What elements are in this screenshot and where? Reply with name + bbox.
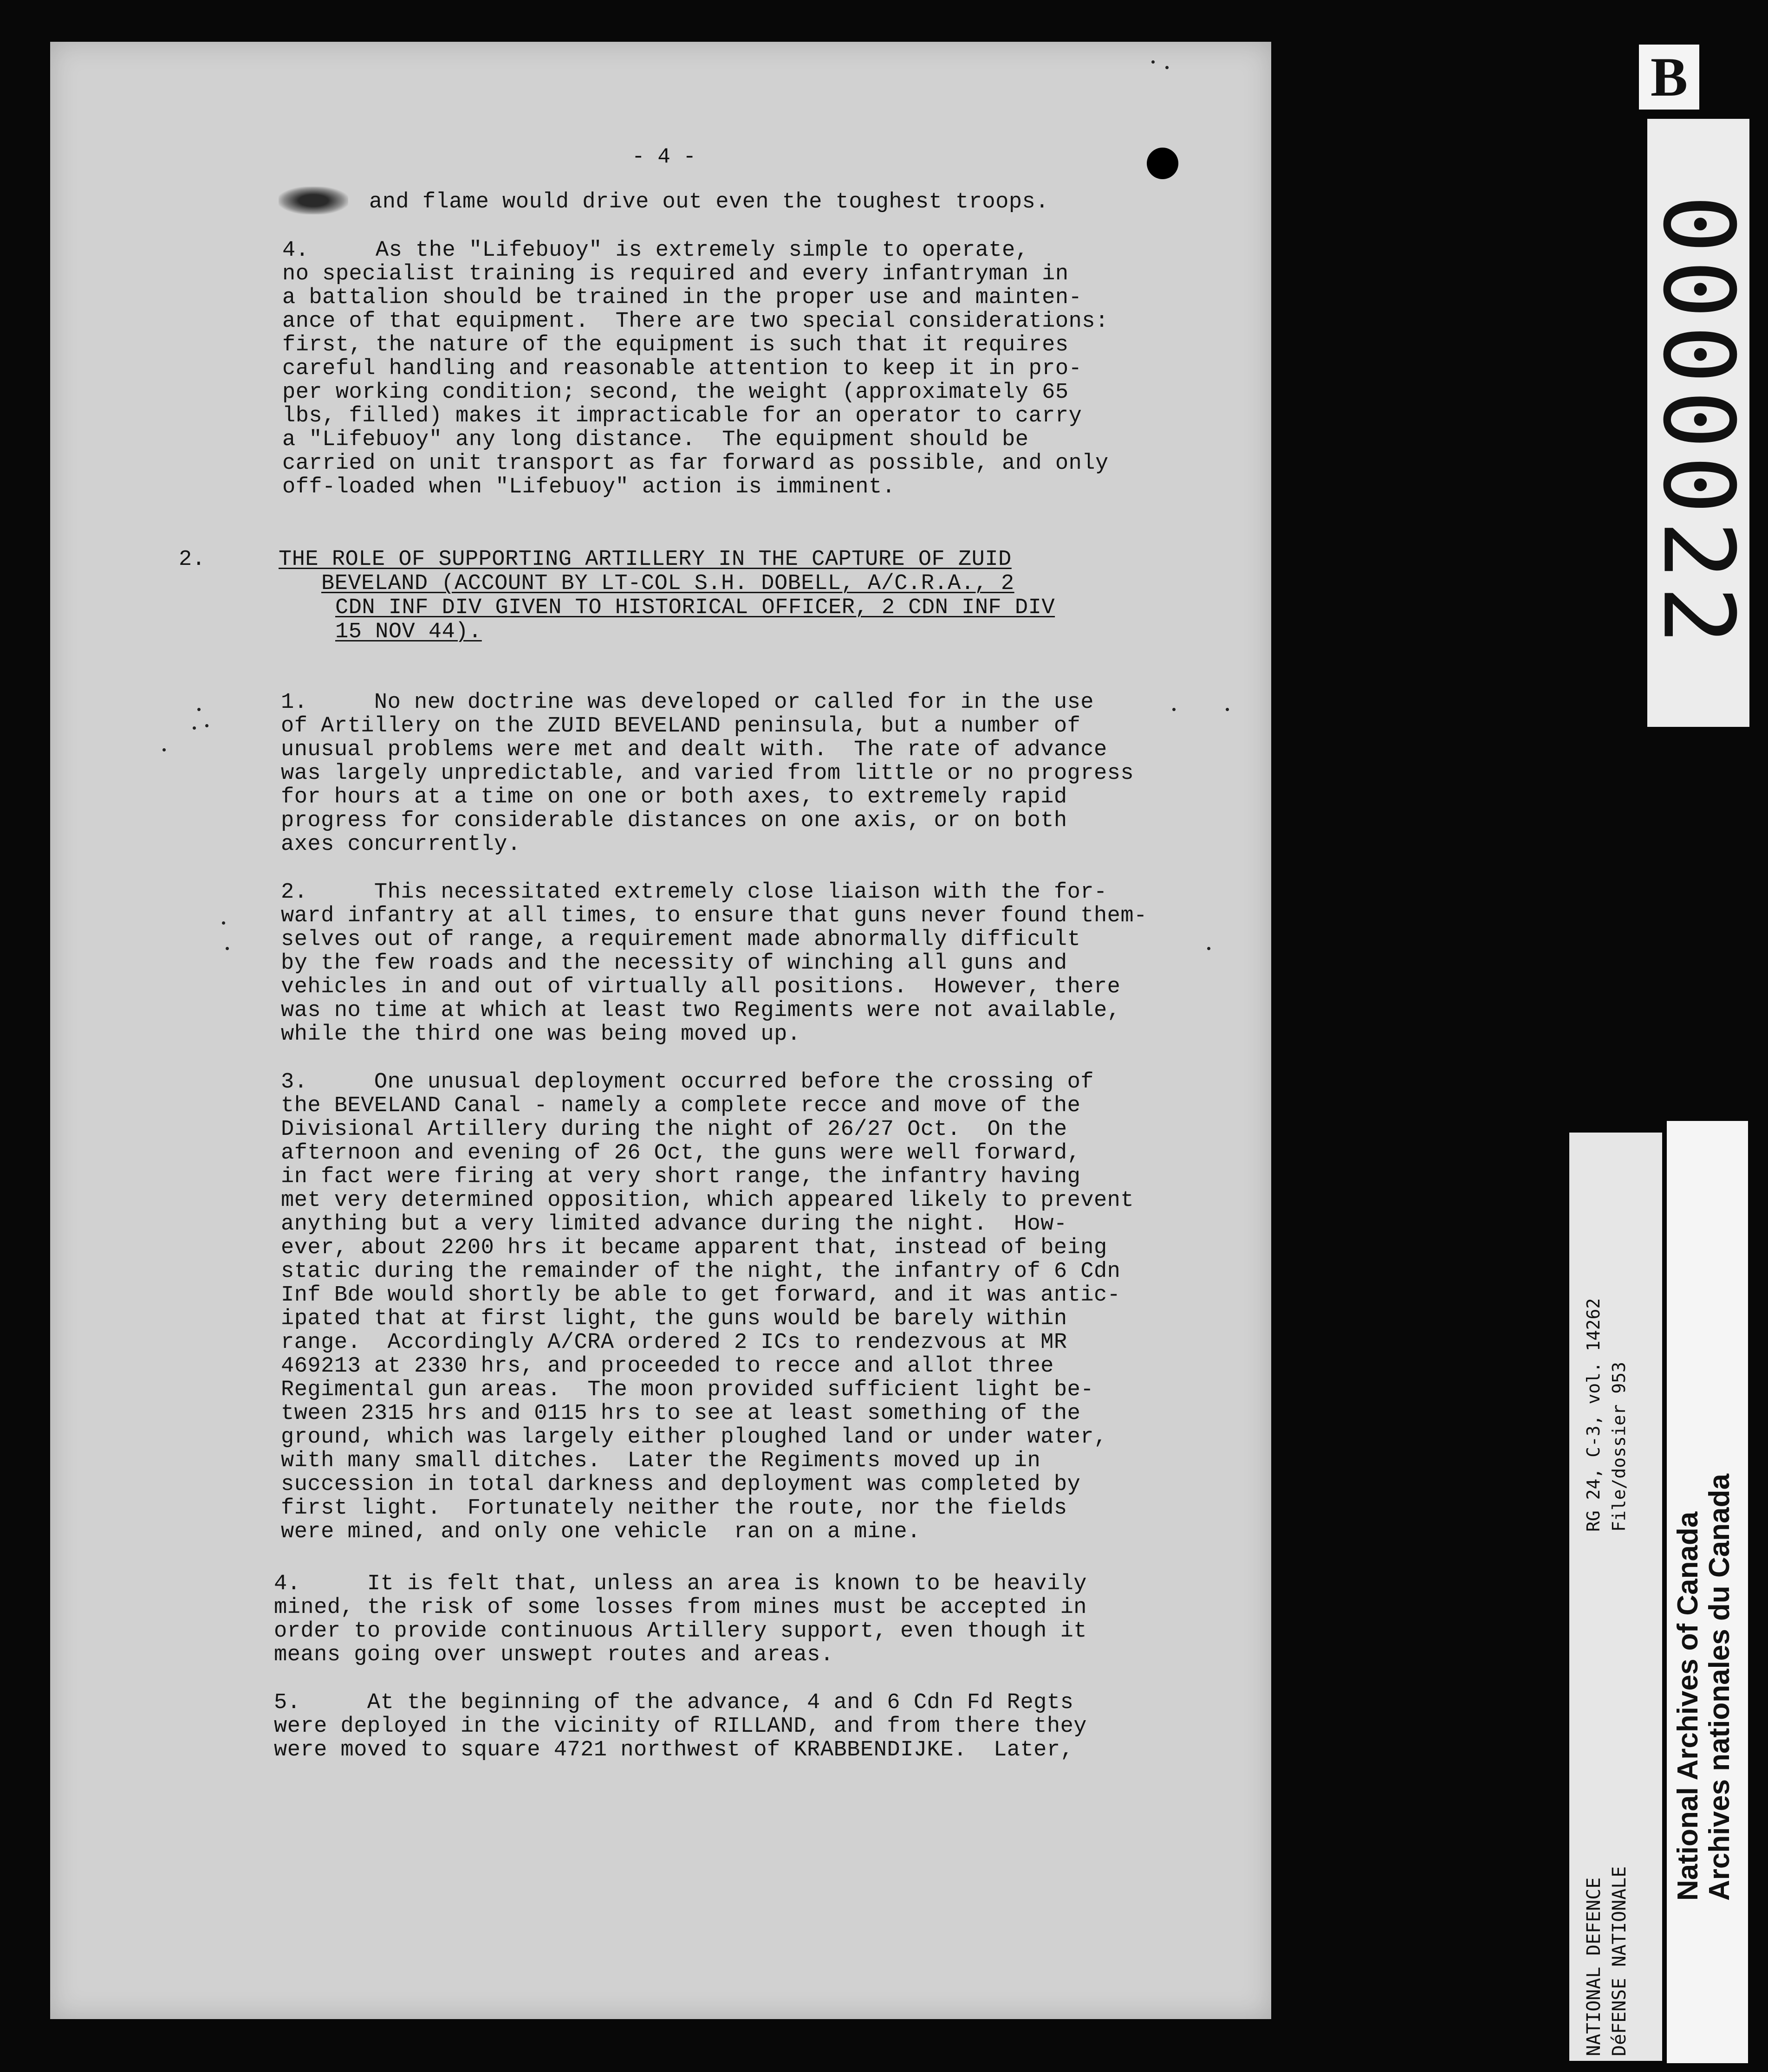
text-line: was largely unpredictable, and varied from little or no progress <box>281 761 1134 786</box>
text-line: 4. It is felt that, unless an area is known to be heavily <box>274 1572 1087 1596</box>
scan-speck <box>193 726 196 730</box>
text-line: first light. Fortunately neither the route, nor the fields <box>281 1496 1067 1521</box>
text-line: and flame would drive out even the toughest troops. <box>369 190 1049 214</box>
text-line: was no time at which at least two Regiments were not available, <box>281 998 1121 1023</box>
text-line: ance of that equipment. There are two special considerations: <box>282 309 1109 334</box>
tab-letter: B <box>1639 45 1699 110</box>
text-line: axes concurrently. <box>281 832 521 857</box>
text-line: 469213 at 2330 hrs, and proceeded to recce and allot three <box>281 1354 1054 1379</box>
text-line: ever, about 2200 hrs it became apparent that, instead of being <box>281 1236 1107 1260</box>
text-line: were mined, and only one vehicle ran on a mine. <box>281 1520 921 1544</box>
text-line: 3. One unusual deployment occurred before the crossing of <box>281 1070 1094 1094</box>
department-line: NATIONAL DEFENCE <box>1583 1877 1605 2056</box>
text-line: 2. This necessitated extremely close liaison with the for- <box>281 880 1107 905</box>
text-line: a battalion should be trained in the proper use and mainten- <box>282 285 1082 310</box>
text-line: anything but a very limited advance during the night. How- <box>281 1212 1067 1237</box>
text-line: Inf Bde would shortly be able to get forward, and it was antic- <box>281 1283 1121 1308</box>
scan-speck <box>1172 708 1176 711</box>
department-line: DéFENSE NATIONALE <box>1609 1866 1630 2056</box>
scan-speck <box>1207 947 1210 950</box>
section-number: 2. <box>179 547 206 572</box>
text-line: 1. No new doctrine was developed or called for in the use <box>281 690 1094 715</box>
text-line: means going over unswept routes and areas. <box>274 1643 834 1667</box>
text-line: were moved to square 4721 northwest of KRABBENDIJKE. Later, <box>274 1738 1074 1762</box>
page-number: - 4 - <box>631 145 696 169</box>
section-heading-line: BEVELAND (ACCOUNT BY LT-COL S.H. DOBELL, A/C.R.A., 2 <box>321 571 1014 596</box>
text-line: Divisional Artillery during the night of 26/27 Oct. On the <box>281 1117 1067 1142</box>
text-line: static during the remainder of the night, the infantry of 6 Cdn <box>281 1259 1121 1284</box>
section-heading-line: 15 NOV 44). <box>335 620 482 644</box>
scan-speck <box>197 708 201 711</box>
text-line: 4. As the "Lifebuoy" is extremely simple to operate, <box>282 238 1029 263</box>
text-line: first, the nature of the equipment is such that it requires <box>282 333 1069 357</box>
text-line: off-loaded when "Lifebuoy" action is imminent. <box>282 475 896 499</box>
reference-line: RG 24, C-3, vol. 14262 <box>1583 1298 1604 1532</box>
reel-number-strip <box>1641 119 1755 727</box>
scan-speck <box>222 921 225 925</box>
text-line: Regimental gun areas. The moon provided sufficient light be- <box>281 1378 1094 1402</box>
text-line: a "Lifebuoy" any long distance. The equipment should be <box>282 427 1029 452</box>
text-line: met very determined opposition, which appeared likely to prevent <box>281 1188 1134 1213</box>
text-line: afternoon and evening of 26 Oct, the guns were well forward, <box>281 1141 1081 1166</box>
scan-speck <box>1226 708 1229 711</box>
text-line: were deployed in the vicinity of RILLAND, and from there they <box>274 1714 1087 1739</box>
text-line: of Artillery on the ZUID BEVELAND peninsula, but a number of <box>281 714 1081 738</box>
text-line: ground, which was largely either ploughed land or under water, <box>281 1425 1107 1450</box>
text-line: with many small ditches. Later the Regiments moved up in <box>281 1449 1041 1473</box>
text-line: ipated that at first light, the guns would be barely within <box>281 1307 1067 1331</box>
department-reference-label <box>1569 1133 1662 2061</box>
text-line: by the few roads and the necessity of winching all guns and <box>281 951 1067 976</box>
text-line: per working condition; second, the weight (approximately 65 <box>282 380 1069 405</box>
text-line: while the third one was being moved up. <box>281 1022 801 1047</box>
text-line: careful handling and reasonable attention to keep it in pro- <box>282 356 1082 381</box>
ink-smudge <box>279 187 348 214</box>
archives-line: Archives nationales du Canada <box>1703 1474 1736 1901</box>
text-line: succession in total darkness and deployment was completed by <box>281 1472 1081 1497</box>
text-line: 5. At the beginning of the advance, 4 and 6 Cdn Fd Regts <box>274 1690 1074 1715</box>
archives-line: National Archives of Canada <box>1672 1511 1704 1901</box>
punch-hole <box>1147 148 1178 179</box>
text-line: selves out of range, a requirement made abnormally difficult <box>281 927 1081 952</box>
text-line: progress for considerable distances on one axis, or on both <box>281 809 1067 833</box>
text-line: mined, the risk of some losses from mines must be accepted in <box>274 1595 1087 1620</box>
reel-number: 0000022 <box>1641 194 1755 651</box>
text-line: order to provide continuous Artillery support, even though it <box>274 1619 1087 1644</box>
scan-speck <box>1165 66 1169 69</box>
text-line: the BEVELAND Canal - namely a complete recce and move of the <box>281 1094 1081 1118</box>
text-line: range. Accordingly A/CRA ordered 2 ICs to rendezvous at MR <box>281 1330 1067 1355</box>
text-line: for hours at a time on one or both axes, to extremely rapid <box>281 785 1067 809</box>
text-line: lbs, filled) makes it impracticable for an operator to carry <box>282 404 1082 428</box>
scan-speck <box>1151 60 1155 64</box>
text-line: ward infantry at all times, to ensure that guns never found them- <box>281 904 1147 928</box>
text-line: no specialist training is required and every infantryman in <box>282 262 1069 286</box>
archives-label <box>1667 1121 1748 2063</box>
scan-speck <box>226 947 229 950</box>
text-line: vehicles in and out of virtually all positions. However, there <box>281 975 1121 999</box>
section-heading-line: THE ROLE OF SUPPORTING ARTILLERY IN THE CAPTURE OF ZUID <box>279 547 1012 572</box>
scan-speck <box>162 748 166 751</box>
text-line: in fact were firing at very short range, the infantry having <box>281 1165 1081 1189</box>
text-line: unusual problems were met and dealt with. The rate of advance <box>281 738 1107 762</box>
text-line: tween 2315 hrs and 0115 hrs to see at least something of the <box>281 1401 1081 1426</box>
reference-line: File/dossier 953 <box>1609 1361 1629 1532</box>
section-heading-line: CDN INF DIV GIVEN TO HISTORICAL OFFICER, 2 CDN INF DIV <box>335 596 1055 620</box>
text-line: carried on unit transport as far forward as possible, and only <box>282 451 1109 476</box>
scan-speck <box>205 724 208 727</box>
